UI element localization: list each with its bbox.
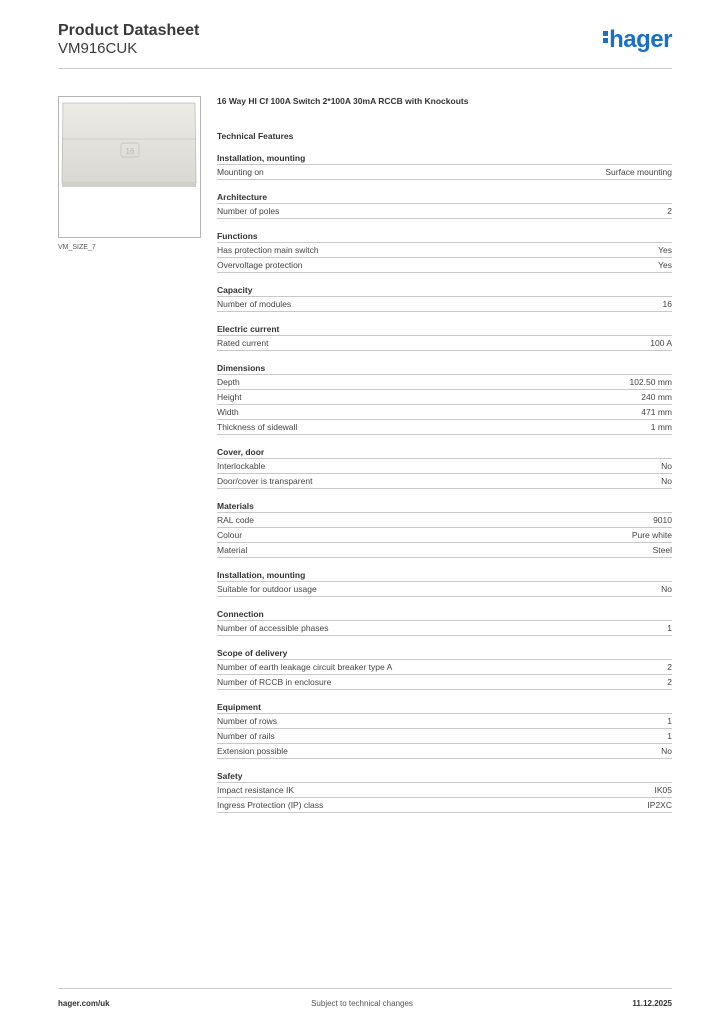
feature-group — [217, 191, 672, 219]
footer-website: hager.com/uk — [58, 999, 110, 1008]
page-title: Product Datasheet — [58, 22, 200, 39]
feature-group — [217, 701, 672, 759]
feature-row — [217, 528, 672, 543]
feature-value: 1 — [667, 731, 672, 741]
feature-row — [217, 390, 672, 405]
product-code: VM916CUK — [58, 40, 138, 57]
feature-row — [217, 375, 672, 390]
feature-label: Colour — [217, 530, 243, 540]
feature-row — [217, 798, 672, 813]
feature-group — [217, 284, 672, 312]
feature-value: No — [661, 461, 672, 471]
feature-group — [217, 569, 672, 597]
feature-label: Has protection main switch — [217, 245, 319, 255]
feature-value: 9010 — [653, 515, 672, 525]
group-title: Materials — [217, 500, 672, 513]
feature-value: 16 — [662, 299, 672, 309]
feature-label: Overvoltage protection — [217, 260, 303, 270]
feature-value: 1 — [667, 716, 672, 726]
group-title: Functions — [217, 230, 672, 243]
feature-row — [217, 297, 672, 312]
feature-group — [217, 647, 672, 690]
feature-row — [217, 474, 672, 489]
feature-row — [217, 420, 672, 435]
logo-dots-icon — [603, 29, 608, 45]
technical-features-title: Technical Features — [217, 131, 294, 141]
feature-label: Width — [217, 407, 239, 417]
feature-value: 240 mm — [641, 392, 672, 402]
feature-row — [217, 336, 672, 351]
feature-row — [217, 405, 672, 420]
feature-group — [217, 362, 672, 435]
hager-logo — [603, 28, 672, 52]
feature-row — [217, 258, 672, 273]
feature-group — [217, 323, 672, 351]
group-title: Electric current — [217, 323, 672, 336]
feature-row — [217, 675, 672, 690]
feature-row — [217, 621, 672, 636]
header-divider — [58, 68, 672, 69]
feature-value: 100 A — [650, 338, 672, 348]
feature-label: Number of rails — [217, 731, 275, 741]
feature-value: 2 — [667, 677, 672, 687]
logo-text: hager — [609, 26, 672, 53]
group-title: Scope of delivery — [217, 647, 672, 660]
svg-text:16: 16 — [125, 147, 135, 156]
group-title: Architecture — [217, 191, 672, 204]
feature-row — [217, 714, 672, 729]
feature-row — [217, 513, 672, 528]
feature-label: Number of modules — [217, 299, 292, 309]
group-title: Equipment — [217, 701, 672, 714]
feature-label: Number of accessible phases — [217, 623, 329, 633]
feature-label: RAL code — [217, 515, 255, 525]
feature-group — [217, 446, 672, 489]
feature-row — [217, 165, 672, 180]
product-description: 16 Way HI Cf 100A Switch 2*100A 30mA RCCB with Knockouts — [217, 96, 469, 106]
feature-label: Height — [217, 392, 242, 402]
group-title: Capacity — [217, 284, 672, 297]
consumer-unit-illustration — [59, 97, 200, 237]
feature-label: Interlockable — [217, 461, 266, 471]
feature-row — [217, 783, 672, 798]
feature-group — [217, 230, 672, 273]
group-title: Connection — [217, 608, 672, 621]
datasheet-content — [217, 96, 672, 813]
group-title: Cover, door — [217, 446, 672, 459]
feature-label: Ingress Protection (IP) class — [217, 800, 324, 810]
feature-label: Mounting on — [217, 167, 264, 177]
feature-label: Extension possible — [217, 746, 288, 756]
feature-groups — [217, 152, 672, 813]
feature-value: Surface mounting — [605, 167, 672, 177]
feature-value: No — [661, 476, 672, 486]
footer-notice: Subject to technical changes — [311, 999, 413, 1008]
feature-value: Steel — [652, 545, 672, 555]
feature-label: Material — [217, 545, 248, 555]
feature-value: 1 mm — [650, 422, 672, 432]
feature-row — [217, 243, 672, 258]
group-title: Installation, mounting — [217, 152, 672, 165]
feature-label: Suitable for outdoor usage — [217, 584, 317, 594]
feature-row — [217, 204, 672, 219]
feature-group — [217, 770, 672, 813]
footer-divider — [58, 988, 672, 989]
feature-row — [217, 459, 672, 474]
feature-row — [217, 582, 672, 597]
feature-label: Number of poles — [217, 206, 280, 216]
feature-group — [217, 152, 672, 180]
feature-row — [217, 744, 672, 759]
feature-row — [217, 660, 672, 675]
group-title: Dimensions — [217, 362, 672, 375]
feature-row — [217, 729, 672, 744]
feature-value: Yes — [658, 245, 672, 255]
feature-row — [217, 543, 672, 558]
feature-value: No — [661, 746, 672, 756]
feature-value: 2 — [667, 662, 672, 672]
feature-value: Pure white — [631, 530, 672, 540]
feature-value: IP2XC — [647, 800, 672, 810]
feature-value: 2 — [667, 206, 672, 216]
feature-label: Door/cover is transparent — [217, 476, 313, 486]
feature-value: Yes — [658, 260, 672, 270]
image-caption: VM_SIZE_7 — [58, 244, 96, 251]
group-title: Safety — [217, 770, 672, 783]
feature-label: Number of RCCB in enclosure — [217, 677, 332, 687]
feature-label: Number of earth leakage circuit breaker type A — [217, 662, 393, 672]
feature-label: Depth — [217, 377, 240, 387]
feature-value: 1 — [667, 623, 672, 633]
feature-value: No — [661, 584, 672, 594]
feature-group — [217, 608, 672, 636]
feature-label: Thickness of sidewall — [217, 422, 298, 432]
feature-value: IK05 — [654, 785, 672, 795]
feature-label: Rated current — [217, 338, 269, 348]
feature-group — [217, 500, 672, 558]
feature-label: Impact resistance IK — [217, 785, 295, 795]
group-title: Installation, mounting — [217, 569, 672, 582]
product-image — [58, 96, 201, 238]
feature-value: 471 mm — [641, 407, 672, 417]
feature-label: Number of rows — [217, 716, 277, 726]
feature-value: 102.50 mm — [629, 377, 672, 387]
footer-date: 11.12.2025 — [632, 999, 672, 1008]
